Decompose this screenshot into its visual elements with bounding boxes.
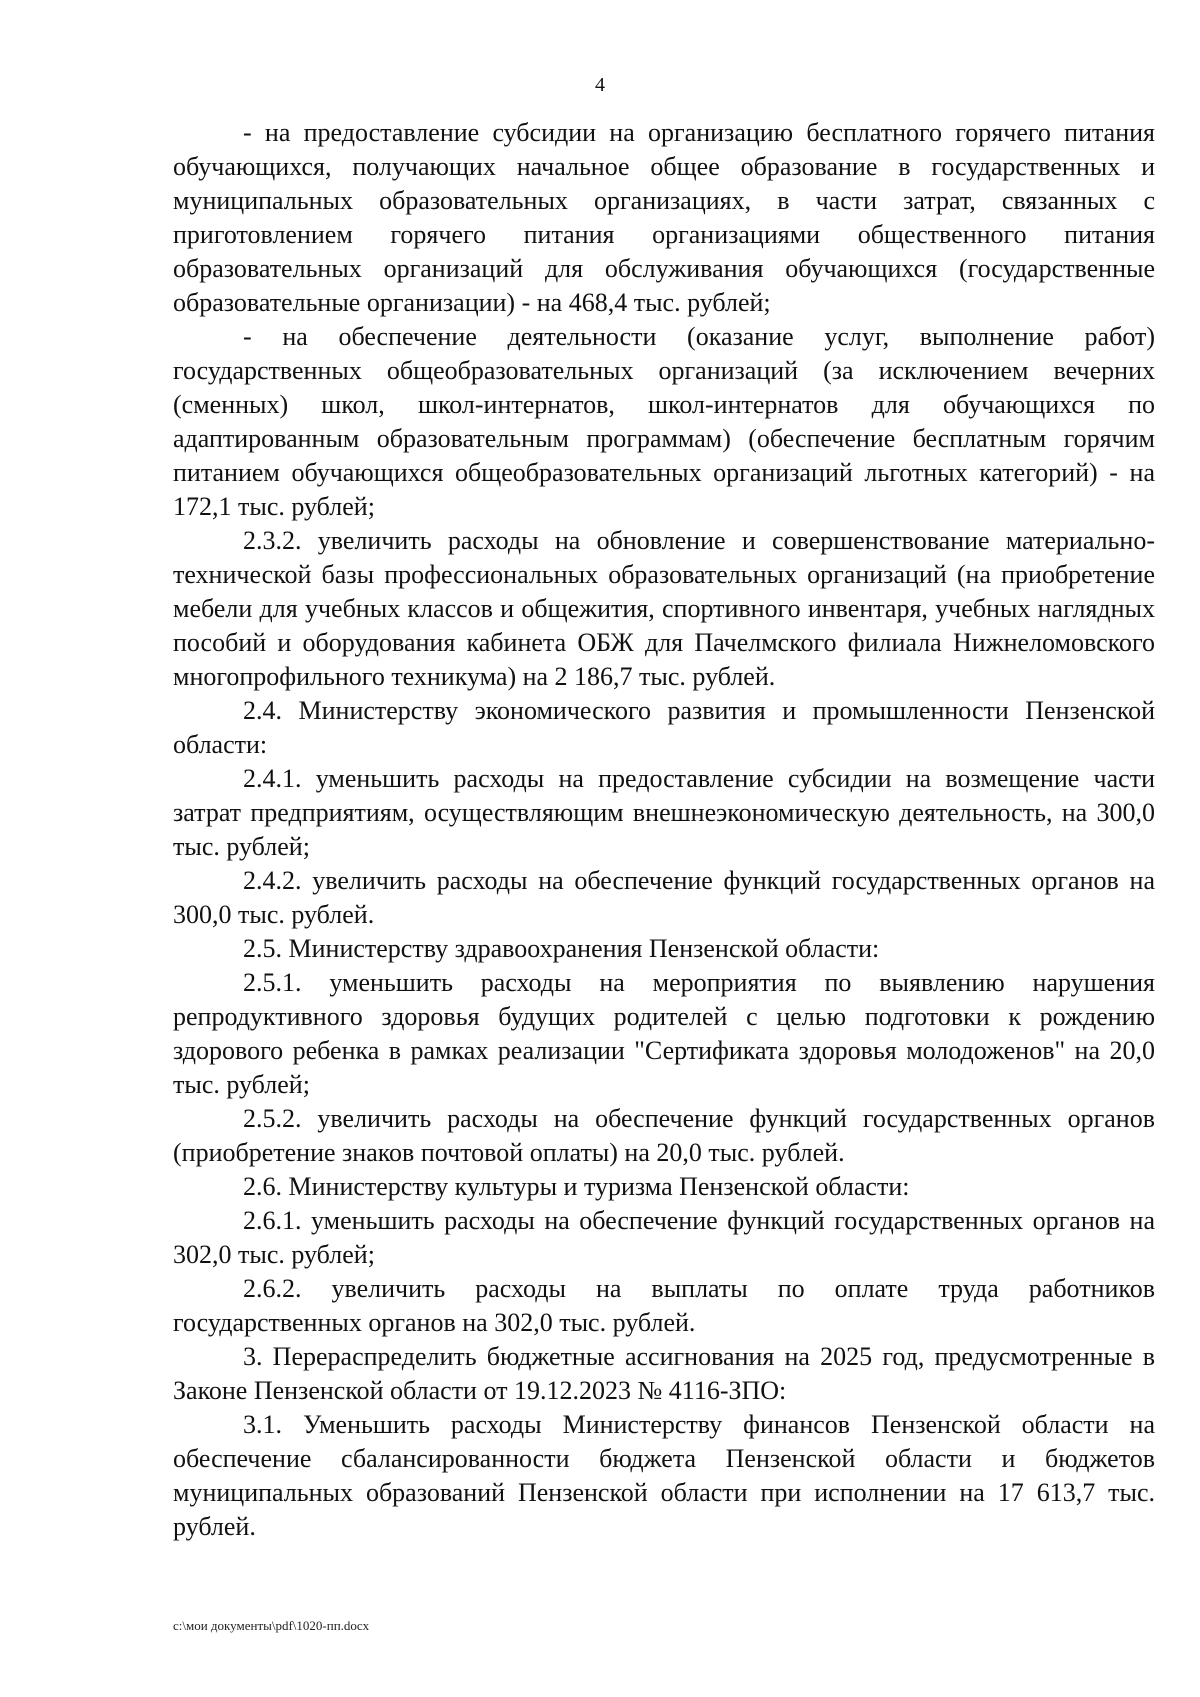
paragraph: 2.4.2. увеличить расходы на обеспечение функций государственных органов на 300,0 тыс. рублей.: [173, 866, 1155, 929]
footer-file-path: c:\мои документы\pdf\1020-пп.docx: [173, 1618, 370, 1633]
paragraph: 2.6.2. увеличить расходы на выплаты по оплате труда работников государственных органов на 302,0 тыс. рублей.: [173, 1274, 1155, 1337]
paragraph: 2.3.2. увеличить расходы на обновление и совершенствование материально-технической базы профессиональных образовательных организаций (на приобретение мебели для учебных классов и общежития, спортивного инвентаря, учебных наглядных пособий и оборудования кабинета ОБЖ для Пачелмского филиала Нижнеломовского многопрофильного техникума) на 2 186,7 тыс. рублей.: [173, 526, 1155, 691]
document-body: [173, 116, 1155, 1544]
page-number: 4: [595, 74, 605, 96]
paragraph: 2.5.2. увеличить расходы на обеспечение функций государственных органов (приобретение знаков почтовой оплаты) на 20,0 тыс. рублей.: [173, 1104, 1155, 1167]
paragraph: 2.6.1. уменьшить расходы на обеспечение функций государственных органов на 302,0 тыс. рублей;: [173, 1206, 1155, 1269]
paragraph: - на предоставление субсидии на организацию бесплатного горячего питания обучающихся, получающих начальное общее образование в государственных и муниципальных образовательных организациях, в части затрат, связанных с приготовлением горячего питания организациями общественного питания образовательных организаций для обслуживания обучающихся (государственные образовательные организации) - на 468,4 тыс. рублей;: [173, 118, 1155, 317]
paragraph: 2.4.1. уменьшить расходы на предоставление субсидии на возмещение части затрат предприятиям, осуществляющим внешнеэкономическую деятельность, на 300,0 тыс. рублей;: [173, 764, 1155, 861]
paragraph: 2.4. Министерству экономического развития и промышленности Пензенской области:: [173, 696, 1155, 759]
paragraph: 2.6. Министерству культуры и туризма Пензенской области:: [243, 1172, 910, 1201]
paragraph: 2.5.1. уменьшить расходы на мероприятия по выявлению нарушения репродуктивного здоровья будущих родителей с целью подготовки к рождению здорового ребенка в рамках реализации "Сертификата здоровья молодоженов" на 20,0 тыс. рублей;: [173, 968, 1155, 1099]
paragraph: 3. Перераспределить бюджетные ассигнования на 2025 год, предусмотренные в Законе Пензенской области от 19.12.2023 № 4116-ЗПО:: [173, 1342, 1155, 1405]
paragraph: 2.5. Министерству здравоохранения Пензенской области:: [243, 934, 880, 963]
paragraph: - на обеспечение деятельности (оказание услуг, выполнение работ) государственных общеобразовательных организаций (за исключением вечерних (сменных) школ, школ-интернатов, школ-интернатов для обучающихся по адаптированным образовательным программам) (обеспечение бесплатным горячим питанием обучающихся общеобразовательных организаций льготных категорий) - на 172,1 тыс. рублей;: [173, 322, 1155, 521]
paragraph: 3.1. Уменьшить расходы Министерству финансов Пензенской области на обеспечение сбалансированности бюджета Пензенской области и бюджетов муниципальных образований Пензенской области при исполнении на 17 613,7 тыс. рублей.: [173, 1410, 1155, 1541]
